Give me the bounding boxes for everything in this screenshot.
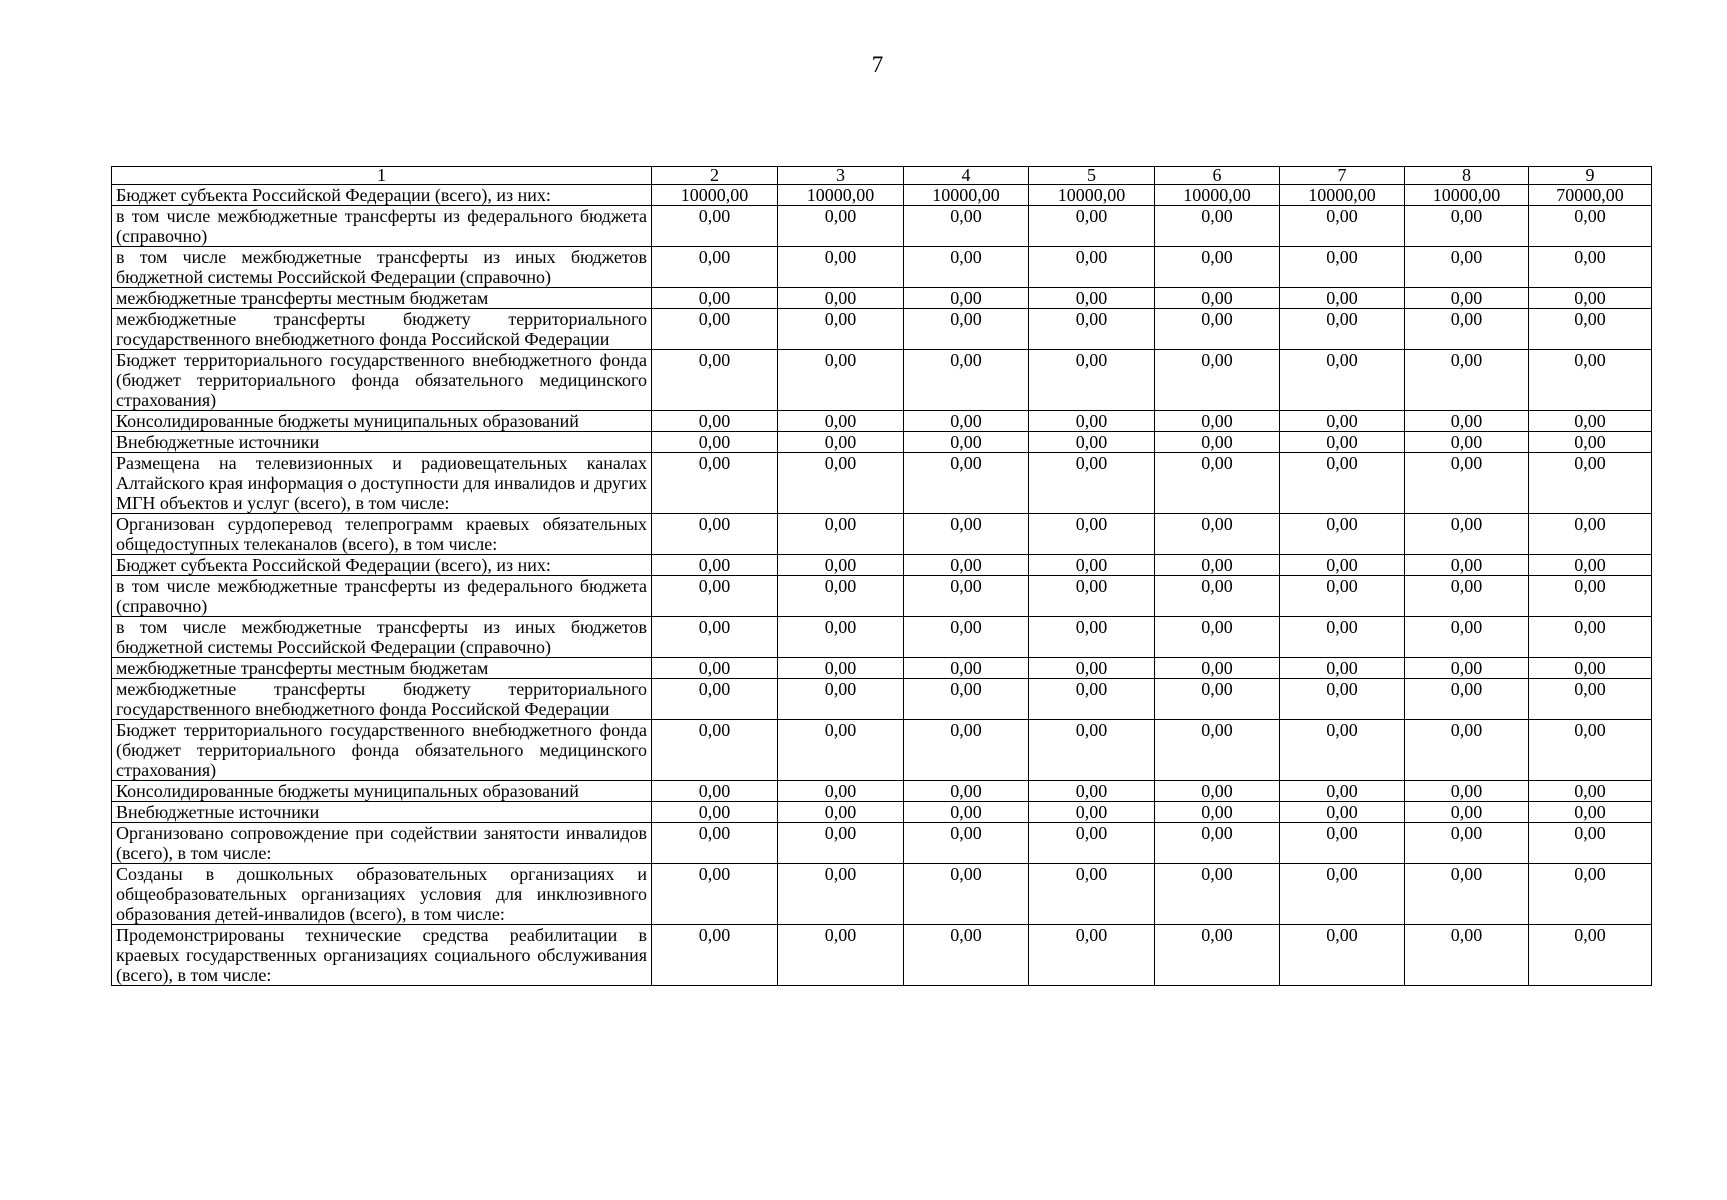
value-cell: 0,00 bbox=[652, 309, 778, 350]
value-cell: 0,00 bbox=[1155, 679, 1280, 720]
value-cell: 0,00 bbox=[1029, 576, 1155, 617]
value-cell: 0,00 bbox=[778, 411, 904, 432]
value-cell: 0,00 bbox=[1405, 514, 1529, 555]
value-cell: 0,00 bbox=[1155, 617, 1280, 658]
row-label: в том числе межбюджетные трансферты из федерального бюджета (справочно) bbox=[112, 576, 652, 617]
value-cell: 0,00 bbox=[652, 432, 778, 453]
value-cell: 0,00 bbox=[1280, 679, 1405, 720]
row-label: межбюджетные трансферты местным бюджетам bbox=[112, 288, 652, 309]
value-cell: 0,00 bbox=[1529, 432, 1652, 453]
table-body bbox=[112, 185, 1652, 986]
value-cell: 0,00 bbox=[1529, 658, 1652, 679]
value-cell: 0,00 bbox=[1155, 288, 1280, 309]
value-cell: 0,00 bbox=[1529, 453, 1652, 514]
value-cell: 0,00 bbox=[1529, 679, 1652, 720]
table-row bbox=[112, 206, 1652, 247]
value-cell: 10000,00 bbox=[778, 185, 904, 206]
row-label: межбюджетные трансферты бюджету территориального государственного внебюджетного фонда Российской Федерации bbox=[112, 679, 652, 720]
value-cell: 0,00 bbox=[904, 576, 1029, 617]
value-cell: 0,00 bbox=[1155, 453, 1280, 514]
value-cell: 0,00 bbox=[1405, 288, 1529, 309]
value-cell: 0,00 bbox=[1529, 411, 1652, 432]
row-label: в том числе межбюджетные трансферты из федерального бюджета (справочно) bbox=[112, 206, 652, 247]
row-label: Продемонстрированы технические средства реабилитации в краевых государственных организациях социального обслуживания (всего), в том числе: bbox=[112, 925, 652, 986]
value-cell: 0,00 bbox=[1529, 288, 1652, 309]
value-cell: 0,00 bbox=[1280, 781, 1405, 802]
table-row bbox=[112, 247, 1652, 288]
value-cell: 0,00 bbox=[1529, 206, 1652, 247]
value-cell: 0,00 bbox=[778, 350, 904, 411]
value-cell: 0,00 bbox=[652, 350, 778, 411]
value-cell: 0,00 bbox=[1029, 781, 1155, 802]
value-cell: 0,00 bbox=[778, 247, 904, 288]
value-cell: 0,00 bbox=[1280, 925, 1405, 986]
value-cell: 0,00 bbox=[1529, 925, 1652, 986]
value-cell: 0,00 bbox=[778, 781, 904, 802]
value-cell: 0,00 bbox=[1405, 781, 1529, 802]
row-label: Бюджет субъекта Российской Федерации (всего), из них: bbox=[112, 555, 652, 576]
value-cell: 0,00 bbox=[1029, 411, 1155, 432]
value-cell: 10000,00 bbox=[652, 185, 778, 206]
value-cell: 0,00 bbox=[652, 514, 778, 555]
value-cell: 0,00 bbox=[1155, 864, 1280, 925]
table-row bbox=[112, 411, 1652, 432]
value-cell: 0,00 bbox=[1029, 925, 1155, 986]
value-cell: 0,00 bbox=[1280, 411, 1405, 432]
value-cell: 0,00 bbox=[1029, 823, 1155, 864]
value-cell: 0,00 bbox=[1280, 823, 1405, 864]
value-cell: 0,00 bbox=[1155, 555, 1280, 576]
row-label: Бюджет территориального государственного внебюджетного фонда (бюджет территориального фонда обязательного медицинского страхования) bbox=[112, 720, 652, 781]
table-row bbox=[112, 720, 1652, 781]
value-cell: 0,00 bbox=[904, 514, 1029, 555]
value-cell: 0,00 bbox=[1029, 555, 1155, 576]
table-row bbox=[112, 781, 1652, 802]
value-cell: 0,00 bbox=[1280, 350, 1405, 411]
value-cell: 0,00 bbox=[778, 309, 904, 350]
value-cell: 0,00 bbox=[778, 514, 904, 555]
value-cell: 0,00 bbox=[904, 350, 1029, 411]
value-cell: 0,00 bbox=[1405, 658, 1529, 679]
value-cell: 0,00 bbox=[1529, 309, 1652, 350]
value-cell: 0,00 bbox=[1405, 453, 1529, 514]
value-cell: 0,00 bbox=[1155, 823, 1280, 864]
value-cell: 0,00 bbox=[1155, 576, 1280, 617]
value-cell: 0,00 bbox=[1155, 432, 1280, 453]
value-cell: 0,00 bbox=[904, 802, 1029, 823]
value-cell: 0,00 bbox=[1405, 925, 1529, 986]
value-cell: 0,00 bbox=[778, 555, 904, 576]
value-cell: 0,00 bbox=[1405, 555, 1529, 576]
value-cell: 0,00 bbox=[1529, 617, 1652, 658]
value-cell: 0,00 bbox=[1529, 247, 1652, 288]
value-cell: 0,00 bbox=[652, 411, 778, 432]
value-cell: 0,00 bbox=[652, 781, 778, 802]
value-cell: 0,00 bbox=[904, 720, 1029, 781]
row-label: Внебюджетные источники bbox=[112, 802, 652, 823]
value-cell: 0,00 bbox=[778, 453, 904, 514]
value-cell: 0,00 bbox=[904, 206, 1029, 247]
value-cell: 0,00 bbox=[778, 720, 904, 781]
value-cell: 0,00 bbox=[778, 802, 904, 823]
value-cell: 0,00 bbox=[1155, 350, 1280, 411]
value-cell: 0,00 bbox=[652, 288, 778, 309]
value-cell: 0,00 bbox=[1405, 350, 1529, 411]
value-cell: 0,00 bbox=[1529, 720, 1652, 781]
value-cell: 0,00 bbox=[1280, 288, 1405, 309]
table-row bbox=[112, 350, 1652, 411]
value-cell: 0,00 bbox=[1529, 350, 1652, 411]
value-cell: 0,00 bbox=[1029, 679, 1155, 720]
value-cell: 0,00 bbox=[778, 288, 904, 309]
table-row bbox=[112, 514, 1652, 555]
column-number-header: 2 bbox=[652, 167, 778, 185]
value-cell: 0,00 bbox=[652, 658, 778, 679]
value-cell: 70000,00 bbox=[1529, 185, 1652, 206]
value-cell: 0,00 bbox=[1029, 288, 1155, 309]
value-cell: 10000,00 bbox=[904, 185, 1029, 206]
value-cell: 0,00 bbox=[1155, 309, 1280, 350]
value-cell: 0,00 bbox=[1529, 781, 1652, 802]
table-row bbox=[112, 453, 1652, 514]
column-number-header: 4 bbox=[904, 167, 1029, 185]
value-cell: 0,00 bbox=[778, 432, 904, 453]
value-cell: 0,00 bbox=[652, 679, 778, 720]
value-cell: 0,00 bbox=[1405, 432, 1529, 453]
value-cell: 0,00 bbox=[1280, 576, 1405, 617]
value-cell: 0,00 bbox=[1029, 206, 1155, 247]
value-cell: 0,00 bbox=[652, 823, 778, 864]
value-cell: 0,00 bbox=[652, 247, 778, 288]
value-cell: 0,00 bbox=[652, 802, 778, 823]
table-row bbox=[112, 432, 1652, 453]
value-cell: 0,00 bbox=[1280, 514, 1405, 555]
value-cell: 0,00 bbox=[778, 576, 904, 617]
value-cell: 0,00 bbox=[1029, 432, 1155, 453]
table-row bbox=[112, 576, 1652, 617]
value-cell: 0,00 bbox=[1029, 514, 1155, 555]
value-cell: 10000,00 bbox=[1155, 185, 1280, 206]
value-cell: 0,00 bbox=[1155, 925, 1280, 986]
value-cell: 0,00 bbox=[652, 720, 778, 781]
row-label: в том числе межбюджетные трансферты из иных бюджетов бюджетной системы Российской Федерации (справочно) bbox=[112, 247, 652, 288]
column-number-header: 3 bbox=[778, 167, 904, 185]
value-cell: 0,00 bbox=[1280, 720, 1405, 781]
table-row bbox=[112, 658, 1652, 679]
value-cell: 0,00 bbox=[1029, 658, 1155, 679]
value-cell: 0,00 bbox=[652, 576, 778, 617]
value-cell: 10000,00 bbox=[1405, 185, 1529, 206]
row-label: Внебюджетные источники bbox=[112, 432, 652, 453]
value-cell: 0,00 bbox=[1029, 802, 1155, 823]
value-cell: 0,00 bbox=[1405, 247, 1529, 288]
value-cell: 0,00 bbox=[1405, 720, 1529, 781]
value-cell: 0,00 bbox=[1280, 617, 1405, 658]
value-cell: 10000,00 bbox=[1029, 185, 1155, 206]
value-cell: 0,00 bbox=[1029, 453, 1155, 514]
table-row bbox=[112, 617, 1652, 658]
value-cell: 0,00 bbox=[1405, 679, 1529, 720]
value-cell: 0,00 bbox=[1280, 802, 1405, 823]
column-number-header: 9 bbox=[1529, 167, 1652, 185]
value-cell: 0,00 bbox=[652, 206, 778, 247]
value-cell: 0,00 bbox=[1405, 802, 1529, 823]
column-number-header: 6 bbox=[1155, 167, 1280, 185]
value-cell: 0,00 bbox=[1529, 514, 1652, 555]
table-row bbox=[112, 925, 1652, 986]
value-cell: 0,00 bbox=[1405, 411, 1529, 432]
value-cell: 0,00 bbox=[1280, 206, 1405, 247]
value-cell: 0,00 bbox=[778, 925, 904, 986]
value-cell: 0,00 bbox=[1155, 781, 1280, 802]
value-cell: 0,00 bbox=[904, 247, 1029, 288]
value-cell: 0,00 bbox=[1280, 555, 1405, 576]
value-cell: 0,00 bbox=[904, 781, 1029, 802]
value-cell: 0,00 bbox=[1529, 864, 1652, 925]
value-cell: 0,00 bbox=[1029, 247, 1155, 288]
value-cell: 0,00 bbox=[1155, 514, 1280, 555]
value-cell: 0,00 bbox=[1155, 802, 1280, 823]
value-cell: 0,00 bbox=[1029, 350, 1155, 411]
row-label: Бюджет субъекта Российской Федерации (всего), из них: bbox=[112, 185, 652, 206]
budget-table bbox=[111, 166, 1652, 986]
column-number-row bbox=[112, 167, 1652, 185]
value-cell: 0,00 bbox=[778, 864, 904, 925]
table-row bbox=[112, 555, 1652, 576]
table-row bbox=[112, 823, 1652, 864]
row-label: Бюджет территориального государственного внебюджетного фонда (бюджет территориального фонда обязательного медицинского страхования) bbox=[112, 350, 652, 411]
table-row bbox=[112, 309, 1652, 350]
row-label: Консолидированные бюджеты муниципальных образований bbox=[112, 411, 652, 432]
row-label: межбюджетные трансферты бюджету территориального государственного внебюджетного фонда Российской Федерации bbox=[112, 309, 652, 350]
value-cell: 0,00 bbox=[904, 658, 1029, 679]
value-cell: 0,00 bbox=[904, 925, 1029, 986]
value-cell: 0,00 bbox=[1529, 823, 1652, 864]
value-cell: 0,00 bbox=[904, 411, 1029, 432]
row-label: Размещена на телевизионных и радиовещательных каналах Алтайского края информация о доступности для инвалидов и других МГН объектов и услуг (всего), в том числе: bbox=[112, 453, 652, 514]
value-cell: 0,00 bbox=[904, 309, 1029, 350]
column-number-header: 1 bbox=[112, 167, 652, 185]
row-label: Консолидированные бюджеты муниципальных образований bbox=[112, 781, 652, 802]
value-cell: 0,00 bbox=[1529, 555, 1652, 576]
value-cell: 0,00 bbox=[904, 679, 1029, 720]
value-cell: 0,00 bbox=[1029, 309, 1155, 350]
value-cell: 0,00 bbox=[1280, 247, 1405, 288]
value-cell: 0,00 bbox=[652, 864, 778, 925]
value-cell: 0,00 bbox=[1405, 617, 1529, 658]
column-number-header: 7 bbox=[1280, 167, 1405, 185]
value-cell: 0,00 bbox=[778, 823, 904, 864]
value-cell: 0,00 bbox=[1405, 823, 1529, 864]
value-cell: 0,00 bbox=[1529, 802, 1652, 823]
column-number-header: 5 bbox=[1029, 167, 1155, 185]
table-row bbox=[112, 185, 1652, 206]
value-cell: 0,00 bbox=[1029, 720, 1155, 781]
value-cell: 0,00 bbox=[1029, 864, 1155, 925]
value-cell: 0,00 bbox=[904, 864, 1029, 925]
table-row bbox=[112, 288, 1652, 309]
value-cell: 0,00 bbox=[904, 453, 1029, 514]
table-row bbox=[112, 802, 1652, 823]
row-label: Созданы в дошкольных образовательных организациях и общеобразовательных организациях условия для инклюзивного образования детей-инвалидов (всего), в том числе: bbox=[112, 864, 652, 925]
value-cell: 0,00 bbox=[1155, 206, 1280, 247]
row-label: Организован сурдоперевод телепрограмм краевых обязательных общедоступных телеканалов (всего), в том числе: bbox=[112, 514, 652, 555]
value-cell: 0,00 bbox=[904, 432, 1029, 453]
value-cell: 0,00 bbox=[1405, 576, 1529, 617]
value-cell: 0,00 bbox=[1405, 206, 1529, 247]
value-cell: 0,00 bbox=[1155, 720, 1280, 781]
value-cell: 0,00 bbox=[1280, 432, 1405, 453]
value-cell: 0,00 bbox=[652, 453, 778, 514]
table-row bbox=[112, 864, 1652, 925]
column-number-header: 8 bbox=[1405, 167, 1529, 185]
value-cell: 0,00 bbox=[1405, 864, 1529, 925]
value-cell: 0,00 bbox=[1155, 411, 1280, 432]
row-label: Организовано сопровождение при содействии занятости инвалидов (всего), в том числе: bbox=[112, 823, 652, 864]
value-cell: 0,00 bbox=[1155, 658, 1280, 679]
value-cell: 0,00 bbox=[904, 823, 1029, 864]
value-cell: 0,00 bbox=[652, 925, 778, 986]
value-cell: 0,00 bbox=[904, 617, 1029, 658]
value-cell: 0,00 bbox=[652, 617, 778, 658]
value-cell: 0,00 bbox=[904, 555, 1029, 576]
value-cell: 0,00 bbox=[904, 288, 1029, 309]
value-cell: 0,00 bbox=[1155, 247, 1280, 288]
value-cell: 0,00 bbox=[778, 206, 904, 247]
table-row bbox=[112, 679, 1652, 720]
row-label: межбюджетные трансферты местным бюджетам bbox=[112, 658, 652, 679]
page-number: 7 bbox=[871, 52, 884, 77]
value-cell: 0,00 bbox=[1280, 864, 1405, 925]
value-cell: 0,00 bbox=[1029, 617, 1155, 658]
value-cell: 0,00 bbox=[1405, 309, 1529, 350]
value-cell: 0,00 bbox=[778, 679, 904, 720]
row-label: в том числе межбюджетные трансферты из иных бюджетов бюджетной системы Российской Федерации (справочно) bbox=[112, 617, 652, 658]
value-cell: 0,00 bbox=[1280, 309, 1405, 350]
value-cell: 0,00 bbox=[1280, 453, 1405, 514]
value-cell: 0,00 bbox=[652, 555, 778, 576]
value-cell: 0,00 bbox=[778, 617, 904, 658]
value-cell: 10000,00 bbox=[1280, 185, 1405, 206]
value-cell: 0,00 bbox=[1529, 576, 1652, 617]
value-cell: 0,00 bbox=[778, 658, 904, 679]
value-cell: 0,00 bbox=[1280, 658, 1405, 679]
